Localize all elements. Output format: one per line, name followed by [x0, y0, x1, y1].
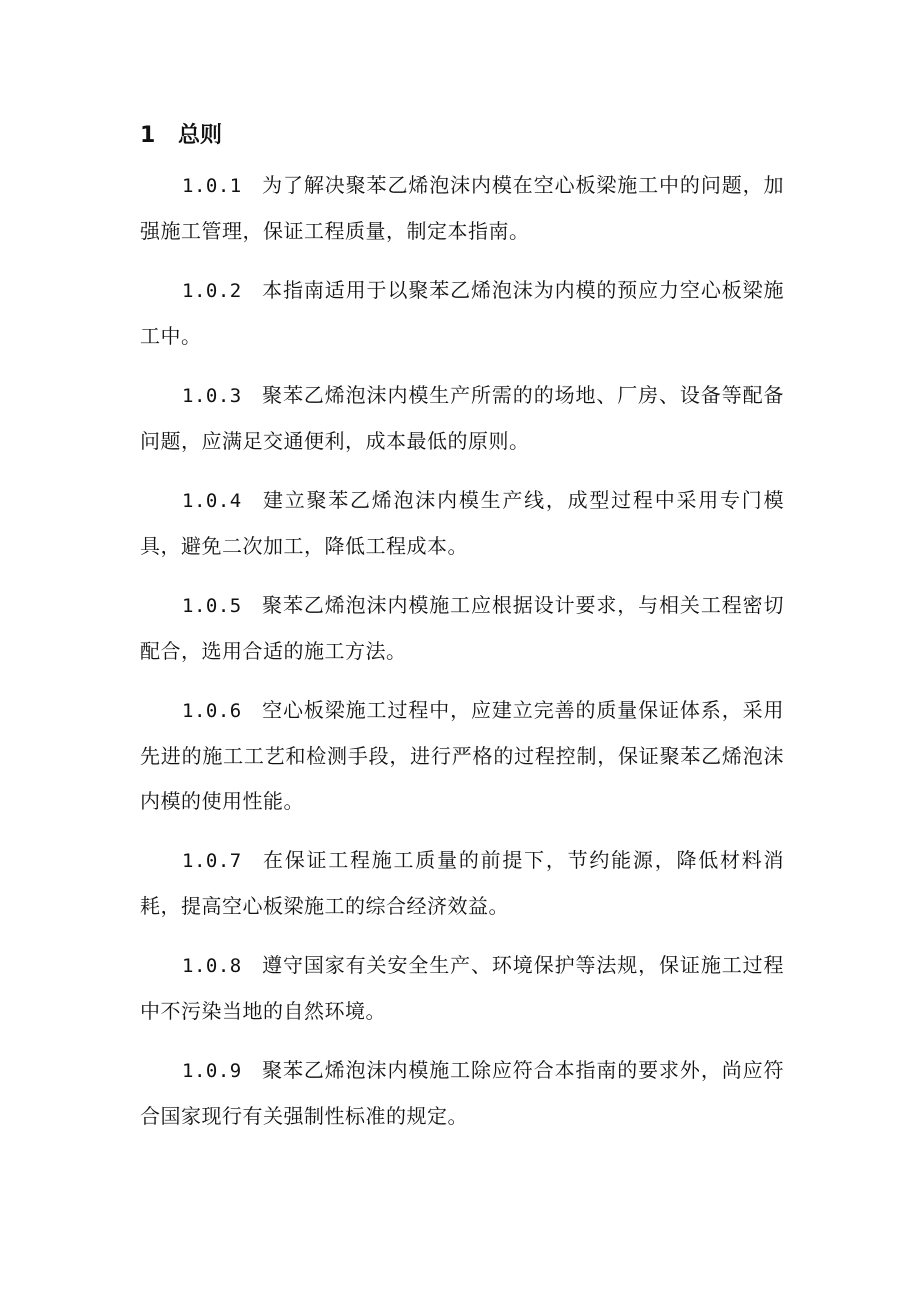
clause-1-0-3	[140, 373, 784, 464]
clause-1-0-1	[140, 163, 784, 254]
clause-1-0-4	[140, 478, 784, 569]
clause-number: 1.0.2	[182, 280, 242, 302]
clause-number: 1.0.7	[182, 850, 242, 872]
clause-1-0-9	[140, 1048, 784, 1139]
clause-list	[140, 163, 784, 1153]
clause-text: 建立聚苯乙烯泡沫内模生产线，成型过程中采用专门模具，避免二次加工，降低工程成本。	[140, 488, 784, 558]
clause-number: 1.0.9	[182, 1060, 242, 1082]
clause-number: 1.0.3	[182, 385, 242, 407]
clause-text: 空心板梁施工过程中，应建立完善的质量保证体系，采用先进的施工工艺和检测手段，进行严格的过程控制，保证聚苯乙烯泡沫内模的使用性能。	[140, 698, 784, 813]
clause-text: 聚苯乙烯泡沫内模施工应根据设计要求，与相关工程密切配合，选用合适的施工方法。	[140, 593, 784, 663]
clause-number: 1.0.4	[182, 490, 242, 512]
section-heading	[140, 118, 222, 154]
clause-1-0-8	[140, 943, 784, 1034]
section-title: 总则	[178, 123, 223, 148]
clause-text: 为了解决聚苯乙烯泡沫内模在空心板梁施工中的问题，加强施工管理，保证工程质量，制定本指南。	[140, 173, 784, 243]
clause-1-0-2	[140, 268, 784, 359]
clause-number: 1.0.8	[182, 955, 242, 977]
clause-number: 1.0.6	[182, 700, 242, 722]
clause-1-0-7	[140, 838, 784, 929]
clause-1-0-5	[140, 583, 784, 674]
clause-text: 遵守国家有关安全生产、环境保护等法规，保证施工过程中不污染当地的自然环境。	[140, 953, 784, 1023]
clause-text: 在保证工程施工质量的前提下，节约能源，降低材料消耗，提高空心板梁施工的综合经济效益。	[140, 848, 784, 918]
clause-1-0-6	[140, 688, 784, 824]
clause-text: 聚苯乙烯泡沫内模施工除应符合本指南的要求外，尚应符合国家现行有关强制性标准的规定。	[140, 1058, 784, 1128]
clause-text: 本指南适用于以聚苯乙烯泡沫为内模的预应力空心板梁施工中。	[140, 278, 784, 348]
section-number: 1	[140, 123, 156, 148]
clause-number: 1.0.5	[182, 595, 242, 617]
clause-number: 1.0.1	[182, 175, 242, 197]
clause-text: 聚苯乙烯泡沫内模生产所需的的场地、厂房、设备等配备问题，应满足交通便利，成本最低的原则。	[140, 383, 784, 453]
